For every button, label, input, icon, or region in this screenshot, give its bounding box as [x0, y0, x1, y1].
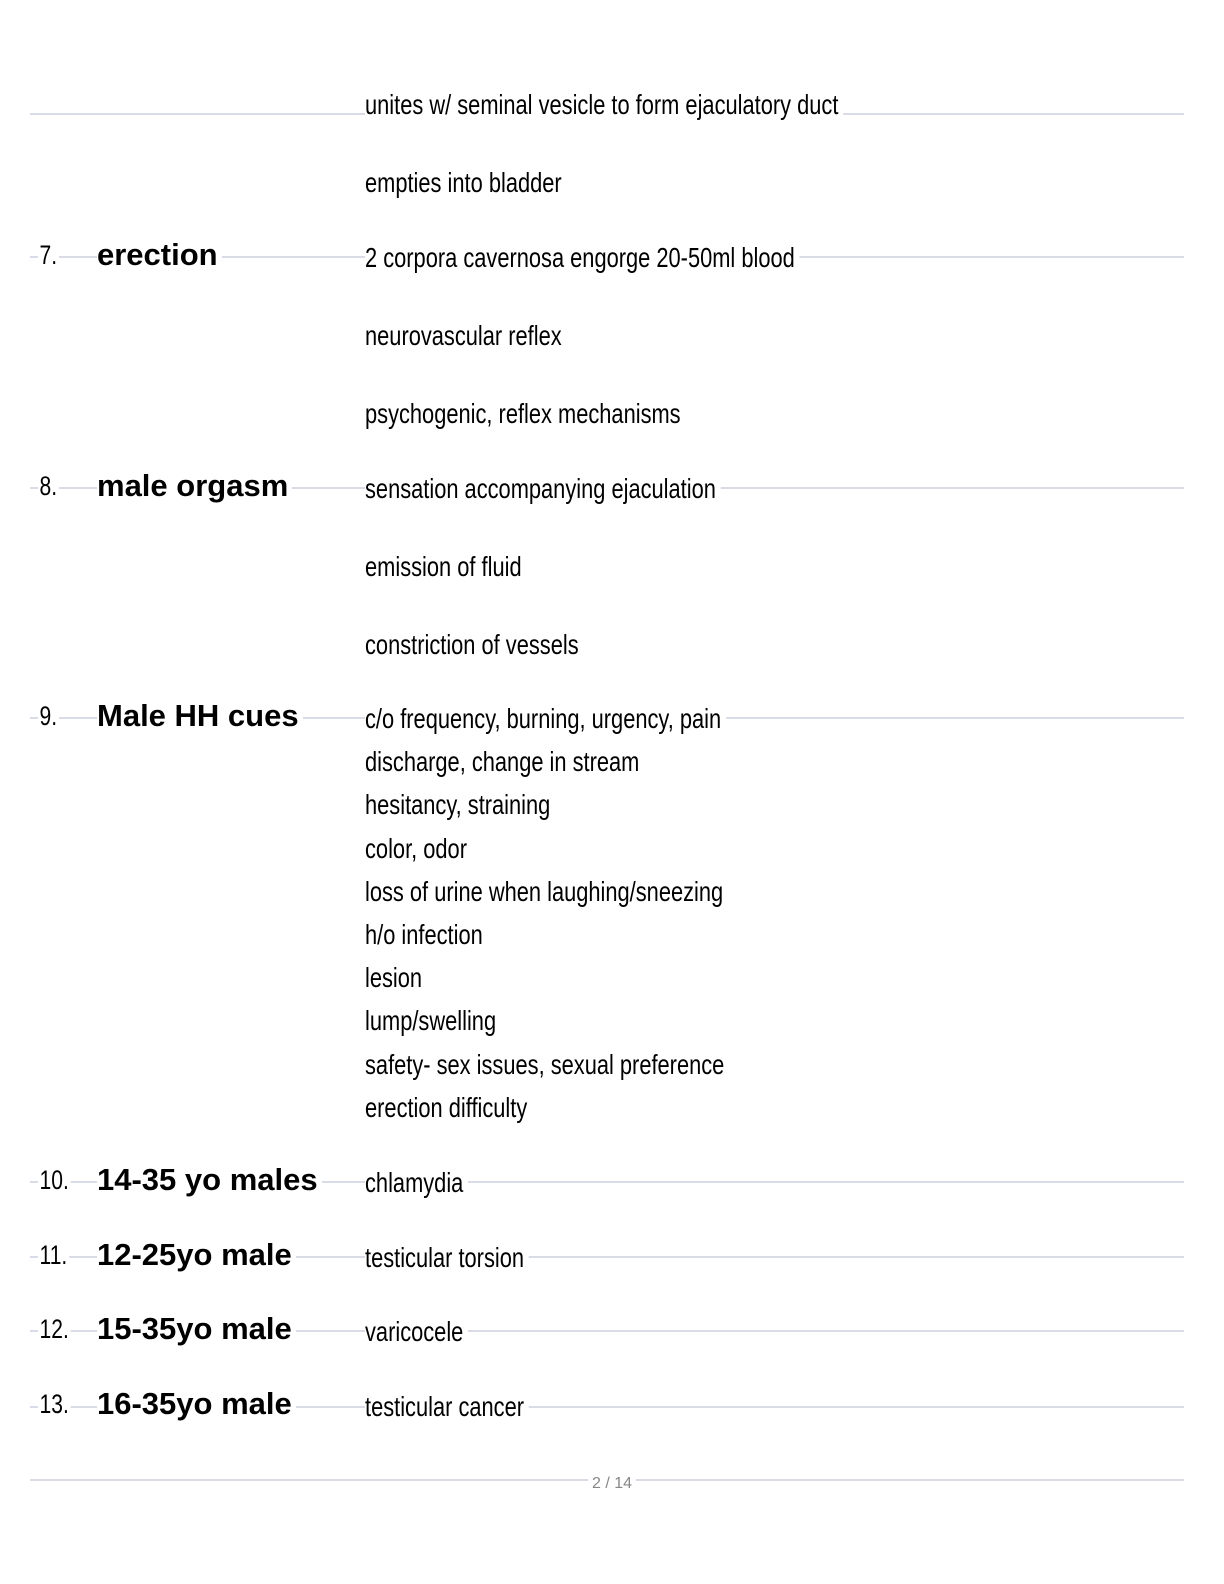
definition-line: testicular torsion — [365, 1240, 529, 1276]
entry-number: 7. — [39, 240, 58, 270]
definition-line: emission of fluid — [365, 549, 526, 585]
page-indicator — [0, 1475, 1224, 1493]
entry-term: 15-35yo male — [97, 1311, 296, 1347]
definition-line: c/o frequency, burning, urgency, pain — [365, 697, 726, 740]
definition-line: safety- sex issues, sexual preference — [365, 1043, 729, 1086]
definition-line: 2 corpora cavernosa engorge 20-50ml blood — [365, 240, 799, 276]
definition-line: lump/swelling — [365, 999, 501, 1042]
definition-list — [365, 697, 729, 1129]
entry-term: Male HH cues — [97, 698, 303, 734]
definition-line: varicocele — [365, 1314, 468, 1350]
definition-line: sensation accompanying ejaculation — [365, 471, 721, 507]
definition-line: chlamydia — [365, 1165, 468, 1201]
definition-line: constriction of vessels — [365, 627, 583, 663]
definition-line: unites w/ seminal vesicle to form ejaculatory duct — [365, 87, 843, 123]
definition-line: color, odor — [365, 827, 472, 870]
definition-line: neurovascular reflex — [365, 318, 566, 354]
entry-term: erection — [97, 237, 222, 273]
page-number: 2 / 14 — [588, 1475, 636, 1492]
entry-number: 13. — [39, 1389, 69, 1419]
definition-line: testicular cancer — [365, 1389, 529, 1425]
entry-number: 9. — [39, 701, 58, 731]
definition-line: empties into bladder — [365, 165, 566, 201]
entry-number: 11. — [39, 1240, 68, 1270]
definition-line: loss of urine when laughing/sneezing — [365, 870, 728, 913]
entry-term: male orgasm — [97, 468, 292, 504]
definition-line: discharge, change in stream — [365, 740, 644, 783]
definition-line: h/o infection — [365, 913, 487, 956]
definition-line: erection difficulty — [365, 1086, 532, 1129]
definition-line: lesion — [365, 956, 427, 999]
entry-number: 8. — [39, 471, 58, 501]
entry-term: 16-35yo male — [97, 1386, 296, 1422]
definition-line: psychogenic, reflex mechanisms — [365, 396, 685, 432]
entry-number: 10. — [39, 1165, 69, 1195]
entry-term: 14-35 yo males — [97, 1162, 322, 1198]
definition-line: hesitancy, straining — [365, 783, 555, 826]
entry-number: 12. — [39, 1314, 69, 1344]
entry-term: 12-25yo male — [97, 1237, 296, 1273]
